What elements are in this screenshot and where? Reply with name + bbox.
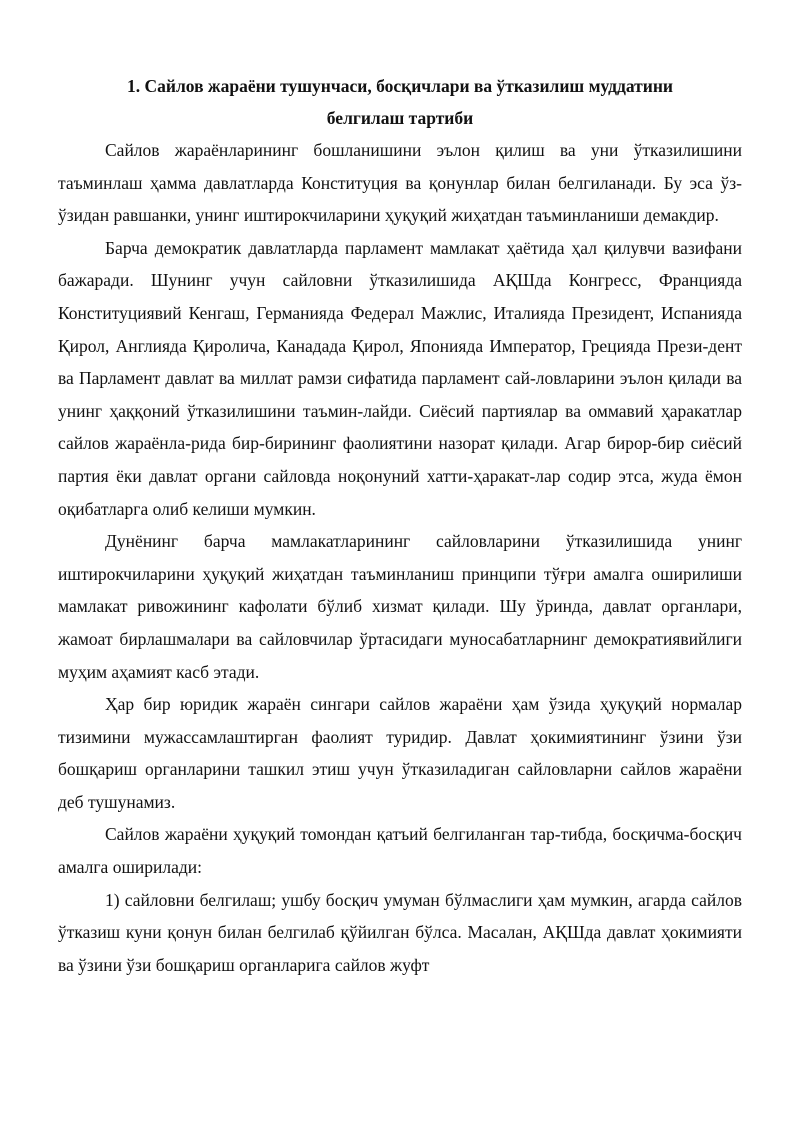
paragraph-1: Сайлов жараёнларининг бошланишини эълон қилиш ва уни ўтказилишини таъминлаш ҳамма давлатларда Конституция ва қонунлар билан белгиланади. Бу эса ўз-ўзидан равшанки, унинг иштирокчиларини ҳуқуқий жиҳатдан таъминланиши демакдир. [58,140,742,226]
paragraph-2: Барча демократик давлатларда парламент мамлакат ҳаётида ҳал қилувчи вазифани бажаради. Шунинг учун сайловни ўтказилишида АҚШда Конгресс, Францияда Конституциявий Кенгаш, Германияда Федерал Мажлис, Италияда Президент, Испанияда Қирол, Англияда Қиролича, Канадада Қирол, Японияда Император, Грецияда Прези-дент ва Парламент давлат ва миллат рамзи сифатида парламент сай-ловларини эълон қилади ва унинг ҳаққоний ўтказилишини таъмин-лайди. Сиёсий партиялар ва оммавий ҳаракатлар сайлов жараёнла-рида бир-бирининг фаолиятини назорат қилади. Агар бирор-бир сиёсий партия ёки давлат органи сайловда ноқонуний хатти-ҳаракат-лар содир этса, жуда ёмон оқибатларга олиб келиши мумкин. [58,237,742,519]
heading-line-2: белгилаш тартиби [326,108,474,128]
heading-line-1: 1. Сайлов жараёни тушунчаси, босқичлари ва ўтказилиш муддатини [126,76,673,96]
paragraph-4: Ҳар бир юридик жараён сингари сайлов жараёни ҳам ўзида ҳуқуқий нормалар тизимини мужассамлаштирган фаолият туридир. Давлат ҳокимиятининг ўзини ўзи бошқариш органларини ташкил этиш учун ўтказиладиган сайловларни сайлов жараёни деб тушунамиз. [58,694,742,812]
paragraph-5: Сайлов жараёни ҳуқуқий томондан қатъий белгиланган тар-тибда, босқичма-босқич амалга оширилади: [58,824,742,878]
paragraph-3: Дунёнинг барча мамлакатларининг сайловларини ўтказилишида унинг иштирокчиларини ҳуқуқий жиҳатдан таъминланиш принципи тўғри амалга оширилиши мамлакат ривожининг кафолати бўлиб хизмат қилади. Шу ўринда, давлат органлари, жамоат бирлашмалари ва сайловчилар ўртасидаги муносабатларнинг демократиявийлиги муҳим аҳамият касб этади. [58,531,742,682]
paragraph-6: 1) сайловни белгилаш; ушбу босқич умуман бўлмаслиги ҳам мумкин, агарда сайлов ўтказиш куни қонун билан белгилаб қўйилган бўлса. Масалан, АҚШда давлат ҳокимияти ва ўзини ўзи бошқариш органларига сайлов жуфт [58,889,742,975]
section-heading [58,70,742,134]
